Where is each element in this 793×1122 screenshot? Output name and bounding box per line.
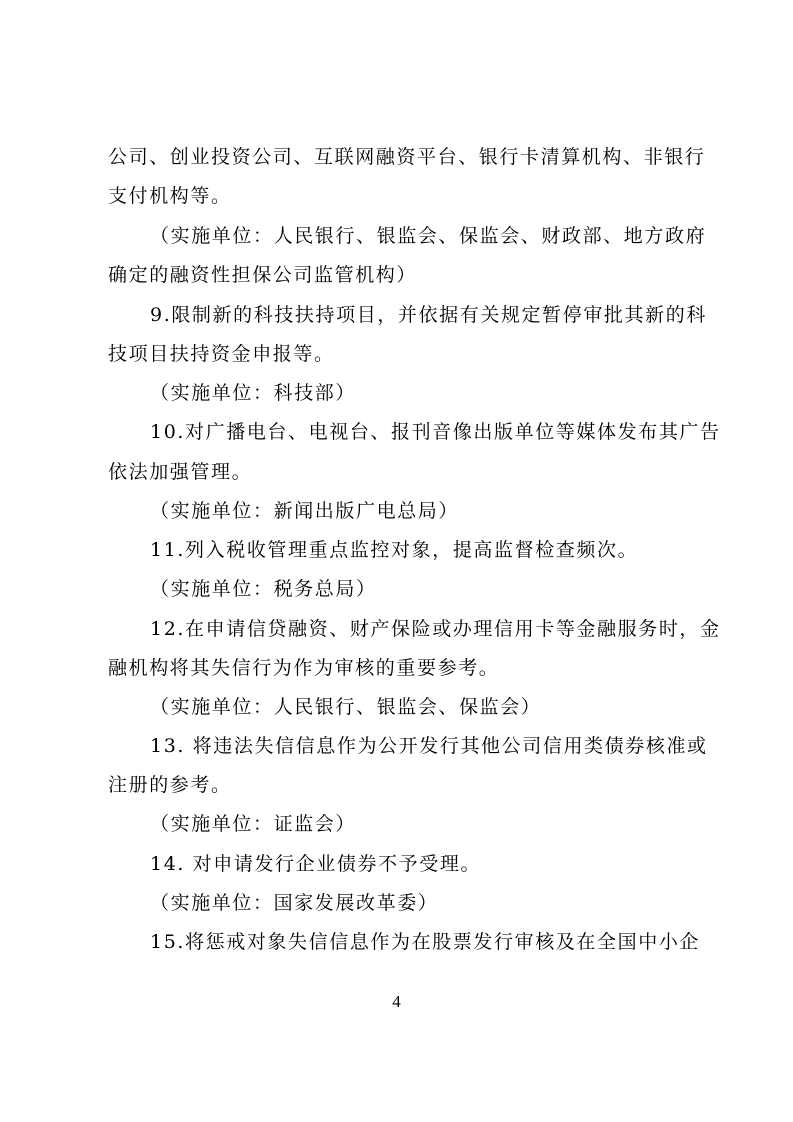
text-line-4: 确定的融资性担保公司监管机构） xyxy=(108,264,418,286)
text-line-21: 15.将惩戒对象失信信息作为在股票发行审核及在全国中小企 xyxy=(150,931,701,953)
text-line-10: （实施单位：新闻出版广电总局） xyxy=(150,500,460,522)
text-line-19: 14. 对申请发行企业债券不予受理。 xyxy=(150,853,482,875)
text-line-13: 12.在申请信贷融资、财产保险或办理信用卡等金融服务时，金 xyxy=(150,618,721,640)
text-line-5: 9.限制新的科技扶持项目，并依据有关规定暂停审批其新的科 xyxy=(150,304,707,326)
text-line-9: 依法加强管理。 xyxy=(108,461,253,483)
text-line-11: 11.列入税收管理重点监控对象，提高监督检查频次。 xyxy=(150,539,639,561)
text-line-3: （实施单位：人民银行、银监会、保监会、财政部、地方政府 xyxy=(150,225,707,247)
page-number: 4 xyxy=(392,992,401,1011)
text-line-7: （实施单位：科技部） xyxy=(150,382,357,404)
text-line-6: 技项目扶持资金申报等。 xyxy=(108,343,335,365)
text-line-17: 注册的参考。 xyxy=(108,774,232,796)
text-line-20: （实施单位：国家发展改革委） xyxy=(150,892,439,914)
text-line-14: 融机构将其失信行为作为审核的重要参考。 xyxy=(108,657,500,679)
text-line-2: 支付机构等。 xyxy=(108,185,232,207)
text-line-8: 10.对广播电台、电视台、报刊音像出版单位等媒体发布其广告 xyxy=(150,421,721,443)
text-line-16: 13. 将违法失信信息作为公开发行其他公司信用类债券核准或 xyxy=(150,735,708,757)
text-line-15: （实施单位：人民银行、银监会、保监会） xyxy=(150,696,542,718)
text-line-1: 公司、创业投资公司、互联网融资平台、银行卡清算机构、非银行 xyxy=(108,146,706,168)
text-line-12: （实施单位：税务总局） xyxy=(150,578,377,600)
text-line-18: （实施单位：证监会） xyxy=(150,813,357,835)
